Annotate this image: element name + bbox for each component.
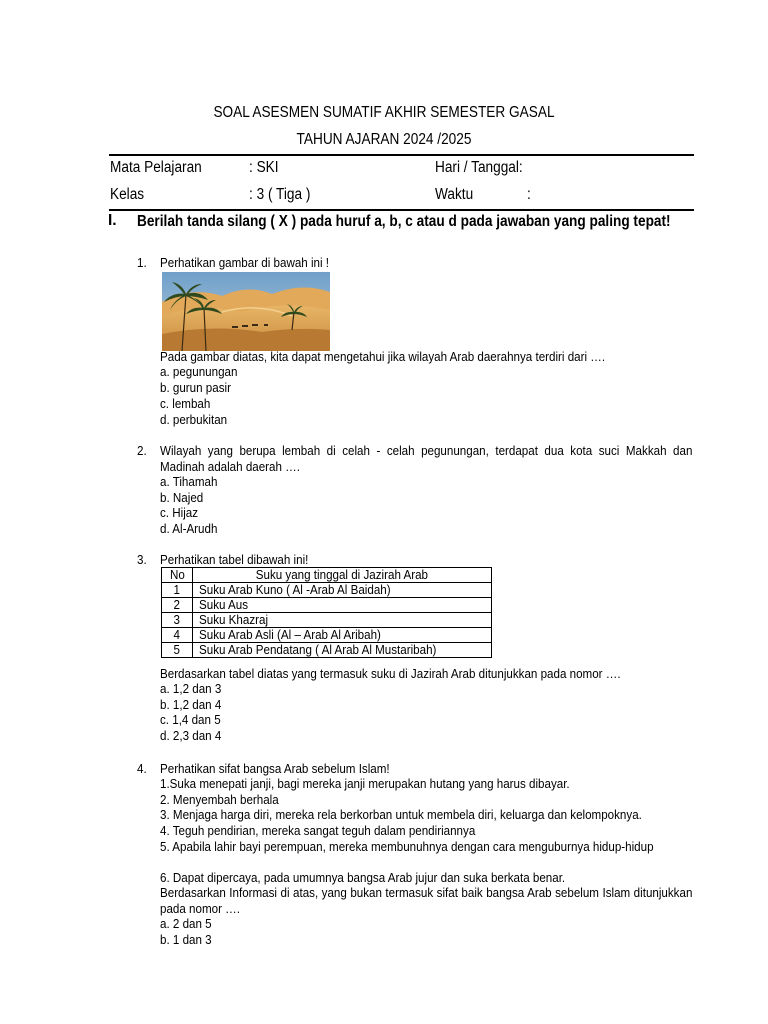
section-instruction: Berilah tanda silang ( X ) pada huruf a, b, c atau d pada jawaban yang paling tepat! (137, 213, 671, 230)
table-cell-no: 4 (162, 628, 193, 643)
table-cell-tribe: Suku Arab Kuno ( Al -Arab Al Baidah) (193, 583, 492, 598)
table-row (162, 643, 492, 658)
day-date-label: Hari / Tanggal: (435, 159, 523, 176)
tribes-table (161, 567, 492, 658)
section-number: I. (108, 212, 117, 229)
table-header-no: No (162, 568, 193, 583)
table-cell-tribe: Suku Khazraj (193, 613, 492, 628)
question-2-option-a: a. Tihamah (160, 474, 218, 489)
header-rule-top (109, 154, 694, 156)
question-4-statement-5: 5. Apabila lahir bayi perempuan, mereka membunuhnya dengan cara menguburnya hidup-hidup (160, 839, 654, 854)
class-value: : 3 ( Tiga ) (249, 186, 311, 203)
question-1-prompt: Perhatikan gambar di bawah ini ! (160, 255, 330, 270)
table-cell-no: 2 (162, 598, 193, 613)
class-label: Kelas (110, 186, 145, 203)
question-4-statement-6: 6. Dapat dipercaya, pada umumnya bangsa Arab jujur dan suka berkata benar. (160, 870, 566, 885)
time-label: Waktu (435, 186, 474, 203)
subject-value: : SKI (249, 159, 279, 176)
table-row (162, 583, 492, 598)
question-4-statement-4: 4. Teguh pendirian, mereka sangat teguh dalam pendiriannya (160, 823, 476, 838)
table-header-tribe: Suku yang tinggal di Jazirah Arab (193, 568, 492, 583)
question-4-number: 4. (137, 761, 147, 776)
table-cell-tribe: Suku Arab Pendatang ( Al Arab Al Mustaribah) (193, 643, 492, 658)
question-1-option-c: c. lembah (160, 396, 211, 411)
document-subtitle: TAHUN AJARAN 2024 /2025 (296, 131, 472, 148)
question-2-text: Wilayah yang berupa lembah di celah - celah pegunungan, terdapat dua kota suci Makkah dan Madinah adalah daerah …. (160, 443, 693, 474)
question-4-text: Berdasarkan Informasi di atas, yang bukan termasuk sifat baik bangsa Arab sebelum Islam ditunjukkan pada nomor …. (160, 885, 693, 916)
question-4-statement-2: 2. Menyembah berhala (160, 792, 279, 807)
table-cell-no: 3 (162, 613, 193, 628)
question-3-number: 3. (137, 552, 147, 567)
time-colon: : (527, 186, 531, 203)
question-4-option-b: b. 1 dan 3 (160, 932, 212, 947)
question-1-option-b: b. gurun pasir (160, 380, 231, 395)
question-4-statement-3: 3. Menjaga harga diri, mereka rela berkorban untuk membela diri, keluarga dan kelompoknya. (160, 807, 642, 822)
table-header-row (162, 568, 492, 583)
desert-image (162, 272, 330, 351)
question-4-prompt: Perhatikan sifat bangsa Arab sebelum Islam! (160, 761, 390, 776)
header-rule-bottom (109, 209, 694, 211)
question-1-number: 1. (137, 255, 147, 270)
question-1-option-d: d. perbukitan (160, 412, 228, 427)
question-3-option-d: d. 2,3 dan 4 (160, 728, 222, 743)
question-4-statement-1: 1.Suka menepati janji, bagi mereka janji merupakan hutang yang harus dibayar. (160, 776, 570, 791)
question-2-option-c: c. Hijaz (160, 505, 199, 520)
question-3-option-b: b. 1,2 dan 4 (160, 697, 222, 712)
question-2-option-d: d. Al-Arudh (160, 521, 218, 536)
question-3-text: Berdasarkan tabel diatas yang termasuk suku di Jazirah Arab ditunjukkan pada nomor …. (160, 666, 621, 681)
table-cell-no: 1 (162, 583, 193, 598)
question-2-number: 2. (137, 443, 147, 458)
question-3-option-a: a. 1,2 dan 3 (160, 681, 222, 696)
table-cell-no: 5 (162, 643, 193, 658)
table-row (162, 613, 492, 628)
question-3-option-c: c. 1,4 dan 5 (160, 712, 221, 727)
subject-label: Mata Pelajaran (110, 159, 202, 176)
document-title: SOAL ASESMEN SUMATIF AKHIR SEMESTER GASAL (213, 104, 555, 121)
question-1-option-a: a. pegunungan (160, 364, 238, 379)
table-row (162, 628, 492, 643)
question-1-text: Pada gambar diatas, kita dapat mengetahui jika wilayah Arab daerahnya terdiri dari …. (160, 349, 606, 364)
table-cell-tribe: Suku Arab Asli (Al – Arab Al Aribah) (193, 628, 492, 643)
question-2-option-b: b. Najed (160, 490, 204, 505)
table-cell-tribe: Suku Aus (193, 598, 492, 613)
question-3-prompt: Perhatikan tabel dibawah ini! (160, 552, 309, 567)
table-row (162, 598, 492, 613)
question-4-option-a: a. 2 dan 5 (160, 916, 212, 931)
